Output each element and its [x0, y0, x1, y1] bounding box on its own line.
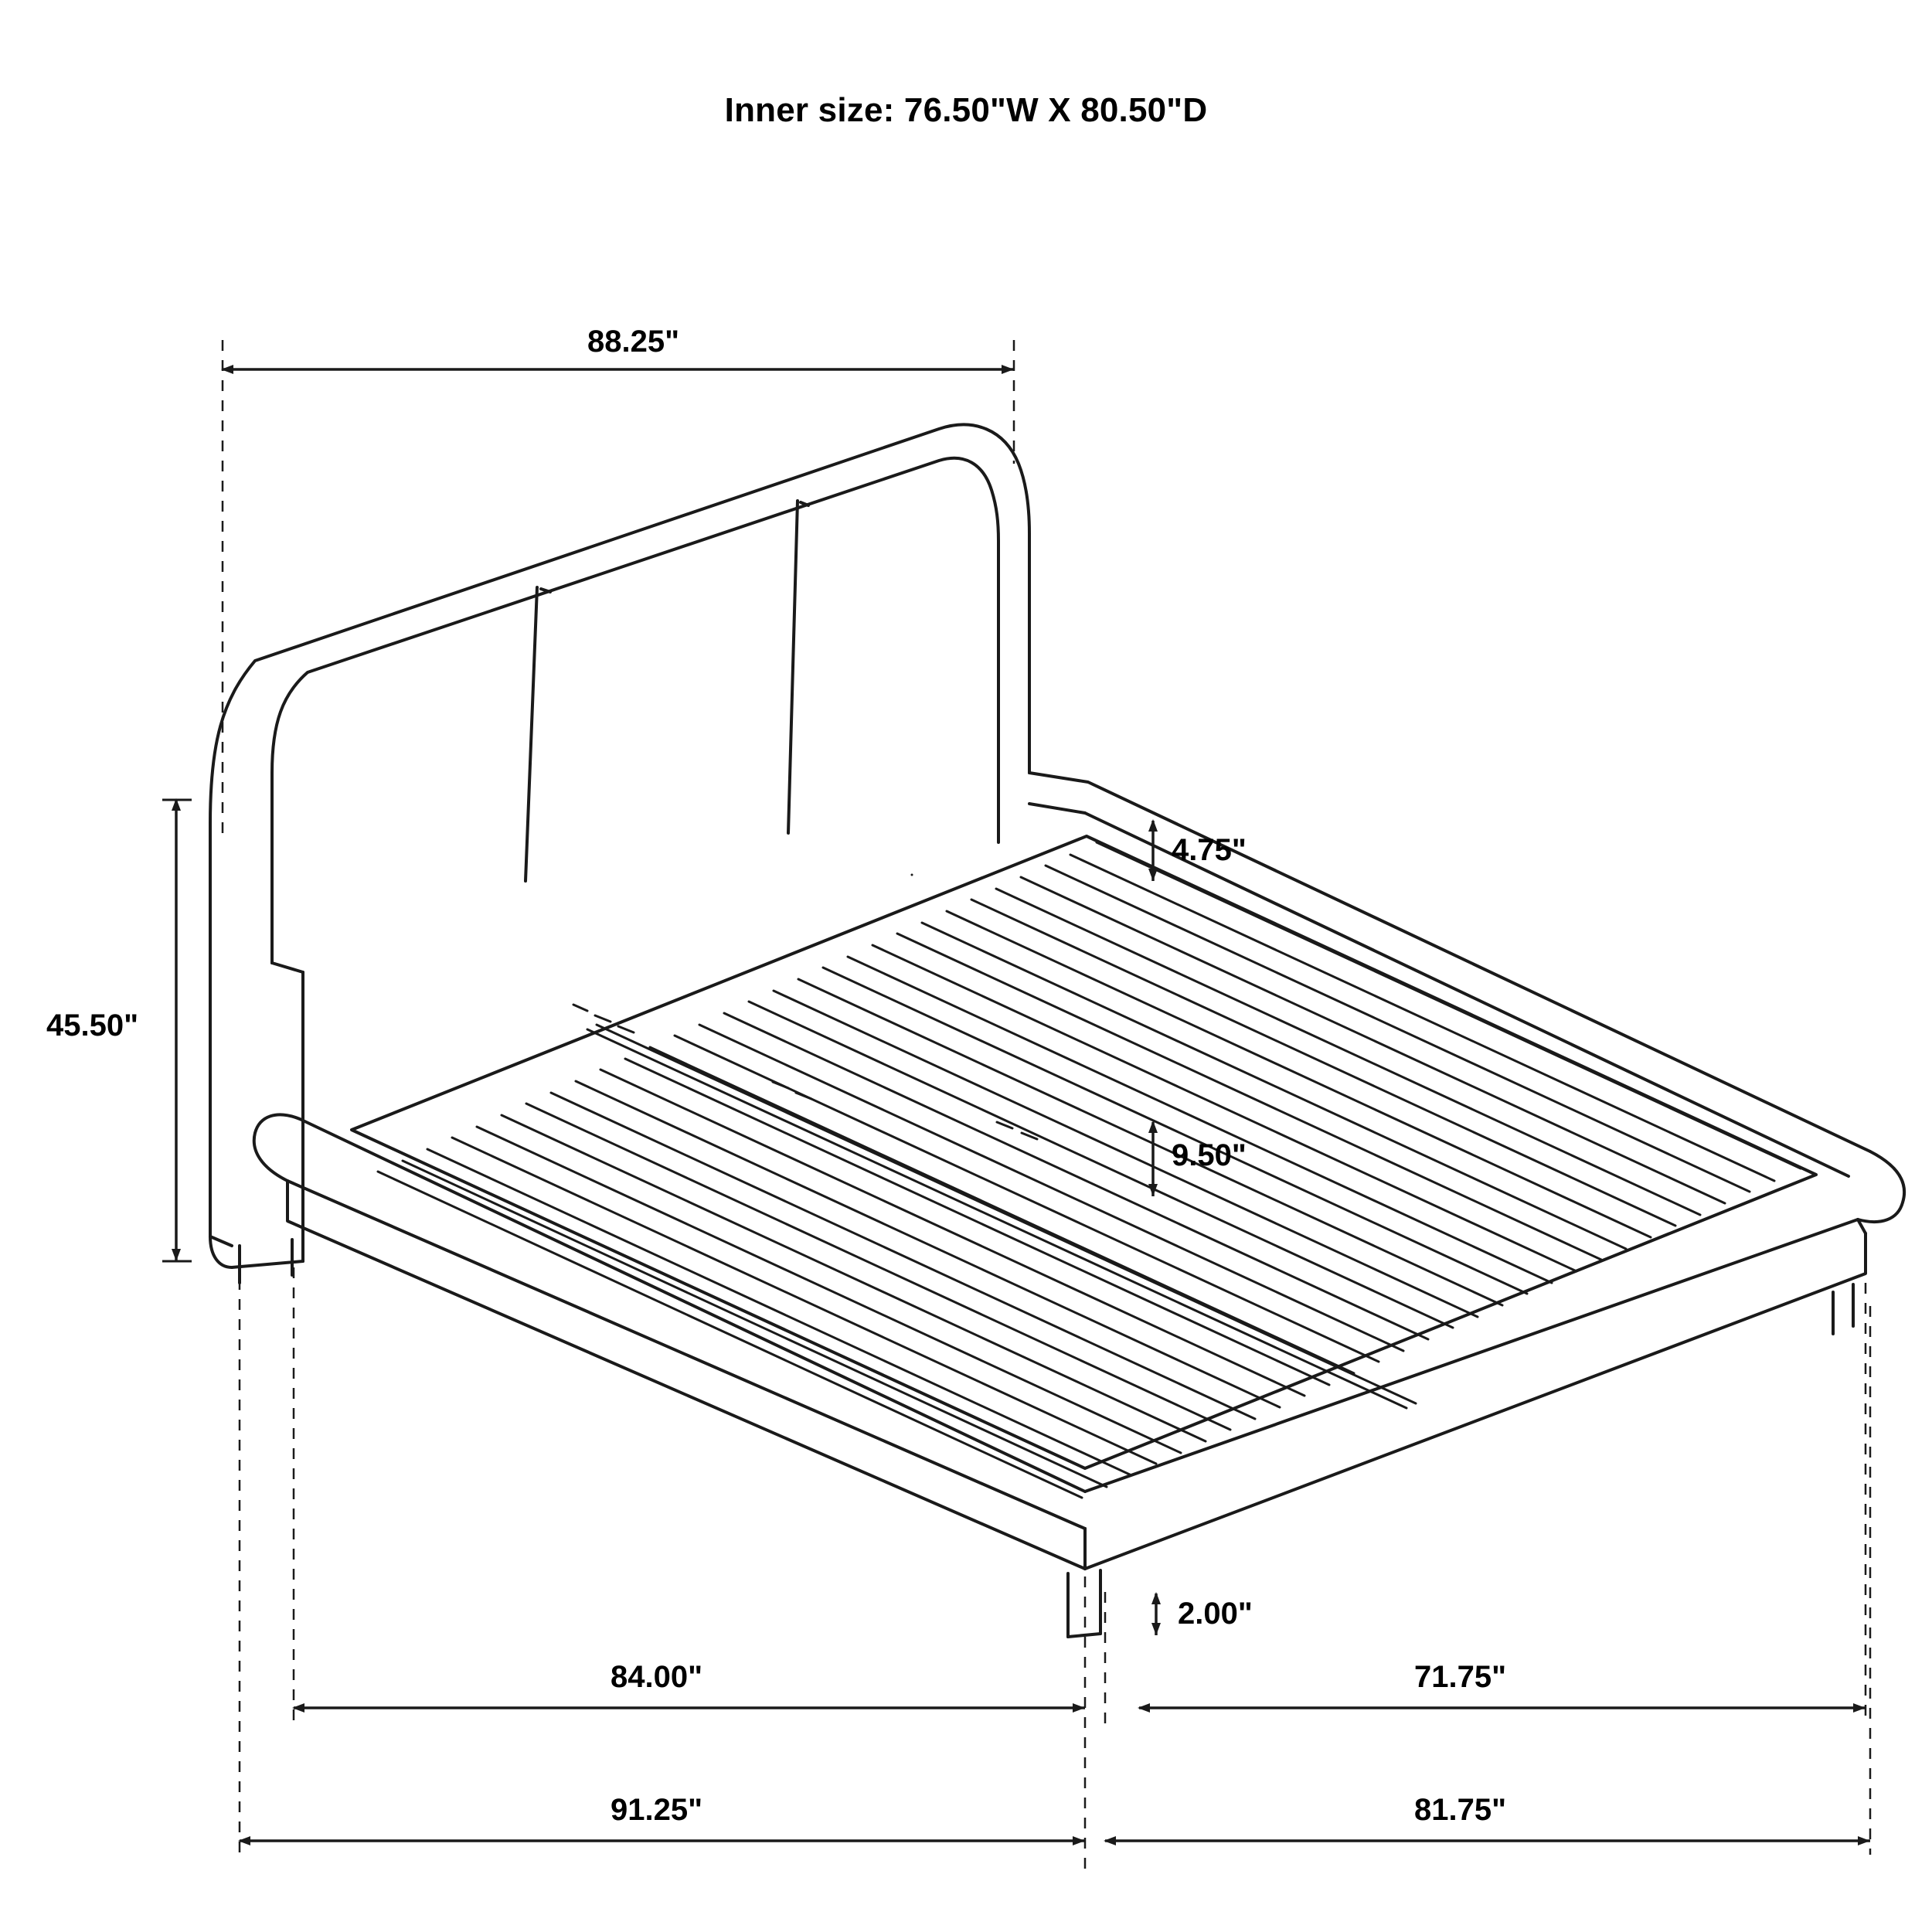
dimension-label-headboard-width: 88.25": [587, 325, 680, 359]
dimension-label-slat-to-floor-clear: 9.50": [1172, 1138, 1247, 1172]
dimension-label-overall-height: 45.50": [46, 1009, 139, 1043]
dimension-label-side-rail-length: 84.00": [611, 1660, 703, 1694]
page-title: Inner size: 76.50"W X 80.50"D: [724, 91, 1208, 129]
dimension-label-footboard-width: 71.75": [1414, 1660, 1507, 1694]
dimension-label-overall-left-span: 91.25": [611, 1793, 703, 1827]
dimension-label-rail-top-to-slat: 4.75": [1172, 833, 1247, 867]
dimension-label-overall-right-span: 81.75": [1414, 1793, 1507, 1827]
dimension-label-leg-height: 2.00": [1178, 1597, 1253, 1631]
